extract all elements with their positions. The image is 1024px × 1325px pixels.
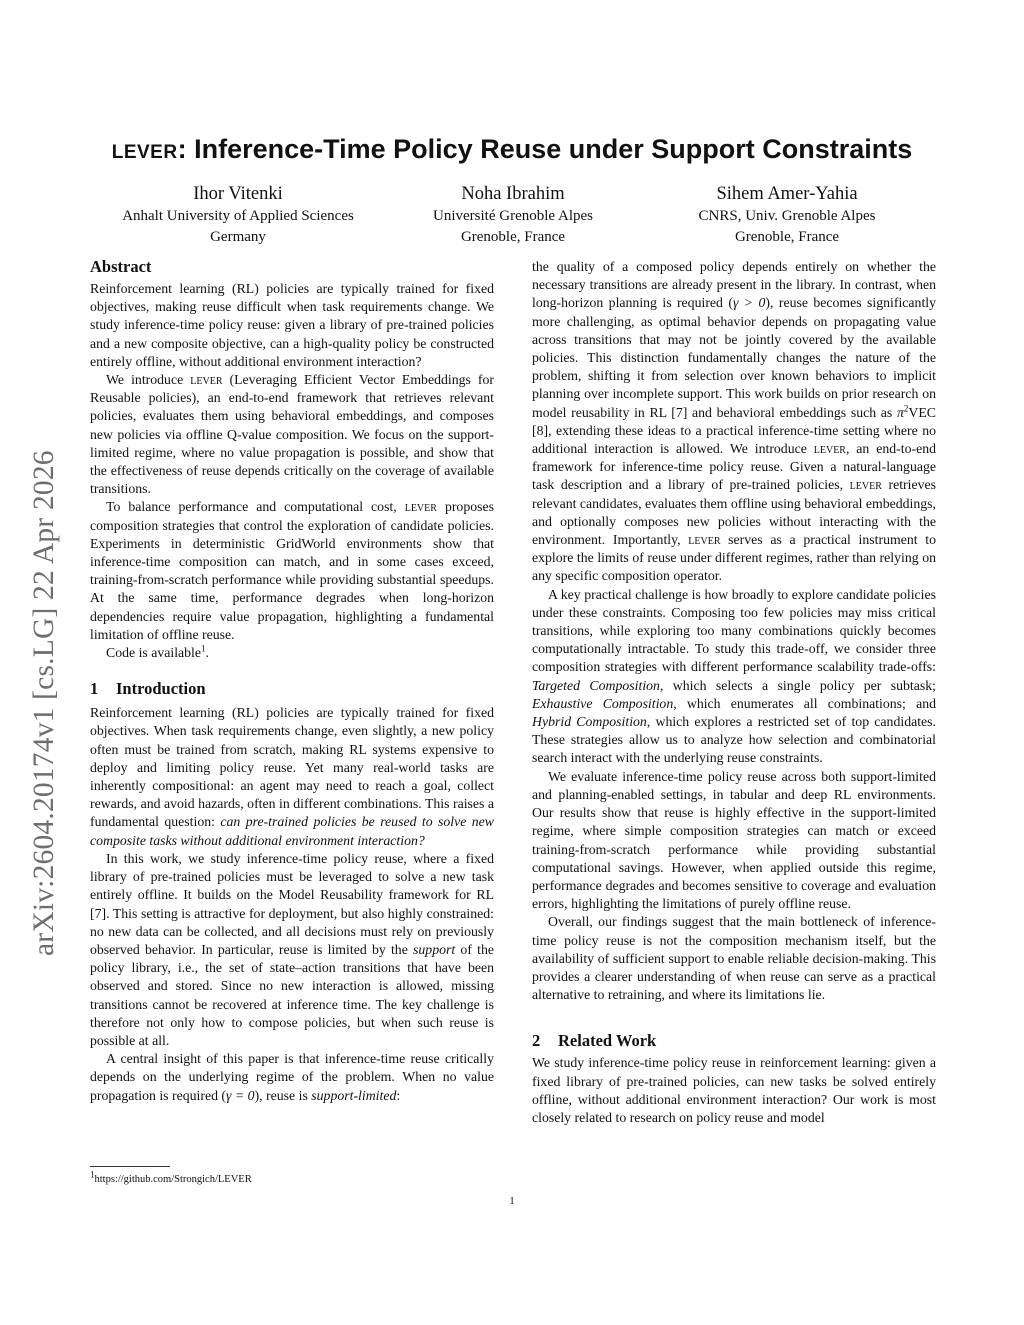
text-span: We introduce — [106, 372, 191, 388]
paper-title — [0, 134, 1024, 165]
footnote — [90, 1169, 252, 1186]
footnote-link[interactable]: https://github.com/Strongich/LEVER — [94, 1174, 252, 1185]
abstract-paragraph-3 — [90, 498, 494, 644]
author-affiliation: Anhalt University of Applied Sciences — [122, 208, 354, 224]
intro-paragraph-2 — [90, 850, 494, 1050]
text-span: VEC [8], extending these ideas to a practical inference-time setting where no additional interaction is allowed. We introduce — [532, 404, 936, 457]
author-name: Sihem Amer-Yahia — [716, 184, 858, 204]
system-name-inline: lever — [849, 477, 882, 493]
section-title: Introduction — [116, 679, 206, 699]
introduction-heading — [90, 678, 494, 700]
author-name: Ihor Vitenki — [193, 184, 283, 204]
emphasis: support-limited — [311, 1087, 397, 1103]
section-number: 1 — [90, 679, 99, 699]
text-span: ), reuse is — [254, 1087, 312, 1103]
abstract-paragraph-4 — [90, 644, 494, 662]
title-rest: : Inference-Time Policy Reuse under Support Constraints — [177, 134, 913, 164]
text-span: Code is available — [106, 645, 202, 661]
text-span: . — [205, 645, 209, 661]
emphasis: Targeted Composition — [532, 677, 660, 693]
system-name-inline: lever — [688, 532, 721, 548]
author-location: Germany — [210, 228, 266, 245]
intro-paragraph-3 — [90, 1050, 494, 1105]
left-column — [90, 256, 494, 1105]
text-span: retrieves relevant candidates, evaluates them offline using behavioral embeddings, and optionally composes new policies without interacting with the environment. Importantly, — [532, 477, 936, 548]
section-title: Related Work — [558, 1031, 657, 1051]
superscript: 2 — [903, 403, 909, 414]
intro-paragraph-4 — [532, 258, 936, 586]
footnote-mark: 1 — [90, 1169, 95, 1180]
system-name: lever — [111, 134, 178, 164]
system-name-inline: lever — [813, 441, 846, 457]
system-name-inline: lever — [404, 499, 437, 515]
text-span: In this work, we study inference-time policy reuse, where a fixed library of pre-trained policies must be leveraged to solve a new task entirely offline. It builds on the Model Reusability framework for RL [7]. This setting is attractive for deployment, but also highly constrained: no new data can be collected, and all decisions must rely on previously observed behavior. In particular, reuse is limited by the — [90, 850, 494, 957]
text-span: , which selects a single policy per subtask; — [659, 677, 936, 693]
related-work-paragraph-1: We study inference-time policy reuse in reinforcement learning: given a fixed library of pre-trained policies, can new tasks be solved entirely offline, without additional environment interaction? Our work is most closely related to research on policy reuse and model — [532, 1055, 936, 1125]
text-span: of the policy library, i.e., the set of state–action transitions that have been observed and stored. Since no new interaction is allowed, missing transitions cannot be recovered at inference time. The key challenge is therefore not only how to compose policies, but when such reuse is possible at all. — [90, 941, 494, 1048]
author-name: Noha Ibrahim — [461, 184, 565, 204]
footnote-ref[interactable]: 1 — [201, 643, 206, 654]
text-span: : — [396, 1087, 401, 1103]
emphasis: can pre-trained policies be reused to solve new composite tasks without additional environment interaction? — [90, 814, 494, 848]
emphasis: Exhaustive Composition — [532, 695, 674, 711]
intro-paragraph-5 — [532, 586, 936, 768]
section-number: 2 — [532, 1031, 541, 1051]
text-span: serves as a practical instrument to explore the limits of reuse under different regimes, rather than relying on any specific composition operator. — [532, 532, 936, 584]
right-column — [532, 258, 936, 1127]
author-location: Grenoble, France — [734, 228, 840, 245]
page-number: 1 — [509, 1195, 515, 1207]
related-work-heading — [532, 1030, 936, 1052]
arxiv-stamp: arXiv:2604.20174v1 [cs.LG] 22 Apr 2026 — [28, 450, 60, 956]
text-span: , an end-to-end framework for inference-time policy reuse. Given a natural-language task description and a library of pre-trained policies, — [532, 441, 936, 493]
emphasis: support — [413, 941, 456, 957]
author-affiliation: Université Grenoble Alpes — [433, 208, 593, 224]
abstract-paragraph-1: Reinforcement learning (RL) policies are typically trained for fixed objectives, making reuse difficult when task requirements change. We study inference-time policy reuse: given a library of pre-trained policies and a new composite objective, can a high-quality policy be constructed entirely offline, without additional environment interaction? — [90, 281, 494, 369]
footnote-divider — [90, 1166, 170, 1167]
abstract-paragraph-2 — [90, 371, 494, 498]
text-span: proposes composition strategies that control the exploration of candidate policies. Experiments in deterministic GridWorld environments show that inference-time composition can match, and in some cases exceed, training-from-scratch performance while providing substantial speedups. At the same time, performance degrades when long-horizon dependencies require value propagation, highlighting a fundamental limitation of offline reuse. — [90, 499, 494, 642]
math-inline: γ > 0 — [732, 295, 766, 311]
text-span: , which enumerates all combinations; and — [673, 695, 936, 711]
math-inline: γ = 0 — [226, 1087, 255, 1103]
text-span: ), reuse becomes significantly more challenging, as optimal behavior depends on propagating value across transitions that may not be jointly covered by the available policies. This distinction fundamentally changes the nature of the problem, shifting it from selection over known behaviors to implicit planning over incomplete support. This work builds on prior research on model reusability in RL [7] and behavioral embeddings such as — [532, 295, 937, 420]
intro-paragraph-7: Overall, our findings suggest that the main bottleneck of inference-time policy reuse is not the composition mechanism itself, but the availability of sufficient support to enable reliable decision-making. This provides a clearer understanding of when reuse can serve as a practical alternative to retraining, and where its limitations lie. — [532, 914, 936, 1003]
author-affiliation: CNRS, Univ. Grenoble Alpes — [698, 208, 876, 224]
intro-paragraph-6: We evaluate inference-time policy reuse across both support-limited and planning-enabled settings, in tabular and deep RL environments. Our results show that reuse is highly effective in the support-limited regime, where simple composition strategies can match or exceed training-from-scratch performance while providing substantial computational savings. However, when applied outside this regime, performance degrades and becomes sensitive to coverage and evaluation errors, highlighting the limitations of purely offline reuse. — [532, 768, 936, 912]
text-span: , which explores a restricted set of top candidates. These strategies allow us to analyze how selection and combinatorial search interact with the underlying reuse constraints. — [532, 714, 936, 766]
text-span: (Leveraging Efficient Vector Embeddings for Reusable policies), an end-to-end framework that retrieves relevant policies, evaluates them using behavioral embeddings, and composes new policies via offline Q-value composition. We focus on the support-limited regime, where no value propagation is possible, and show that the effectiveness of reuse depends critically on the coverage of available transitions. — [90, 372, 495, 497]
author-block-1 — [88, 182, 388, 247]
intro-paragraph-1 — [90, 704, 494, 850]
text-span: the quality of a composed policy depends entirely on whether the necessary transitions are already present in the library. In contrast, when long-horizon planning is required ( — [532, 259, 936, 311]
author-block-2 — [363, 182, 663, 247]
system-name-inline: lever — [190, 372, 223, 388]
text-span: A key practical challenge is how broadly to explore candidate policies under these constraints. Composing too few policies may miss critical transitions, while exploring too many combinations quickly becomes computationally intractable. To study this trade-off, we consider three composition strategies with different performance scalability trade-offs: — [532, 586, 936, 675]
math-inline: π — [896, 404, 904, 420]
author-location: Grenoble, France — [460, 228, 566, 245]
author-block-3 — [637, 182, 937, 247]
text-span: A central insight of this paper is that inference-time reuse critically depends on the underlying regime of the problem. When no value propagation is required ( — [90, 1051, 494, 1103]
emphasis: Hybrid Composition — [532, 714, 647, 730]
abstract-heading: Abstract — [90, 257, 152, 276]
text-span: To balance performance and computational cost, — [106, 499, 405, 515]
text-span: Reinforcement learning (RL) policies are typically trained for fixed objectives. When task requirements change, even slightly, a new policy often must be trained from scratch, making RL systems expensive to deploy and limiting policy reuse. Yet many real-world tasks are inherently compositional: an agent may need to reach a goal, collect rewards, and avoid hazards, often in different combinations. This raises a fundamental question: — [90, 705, 494, 830]
